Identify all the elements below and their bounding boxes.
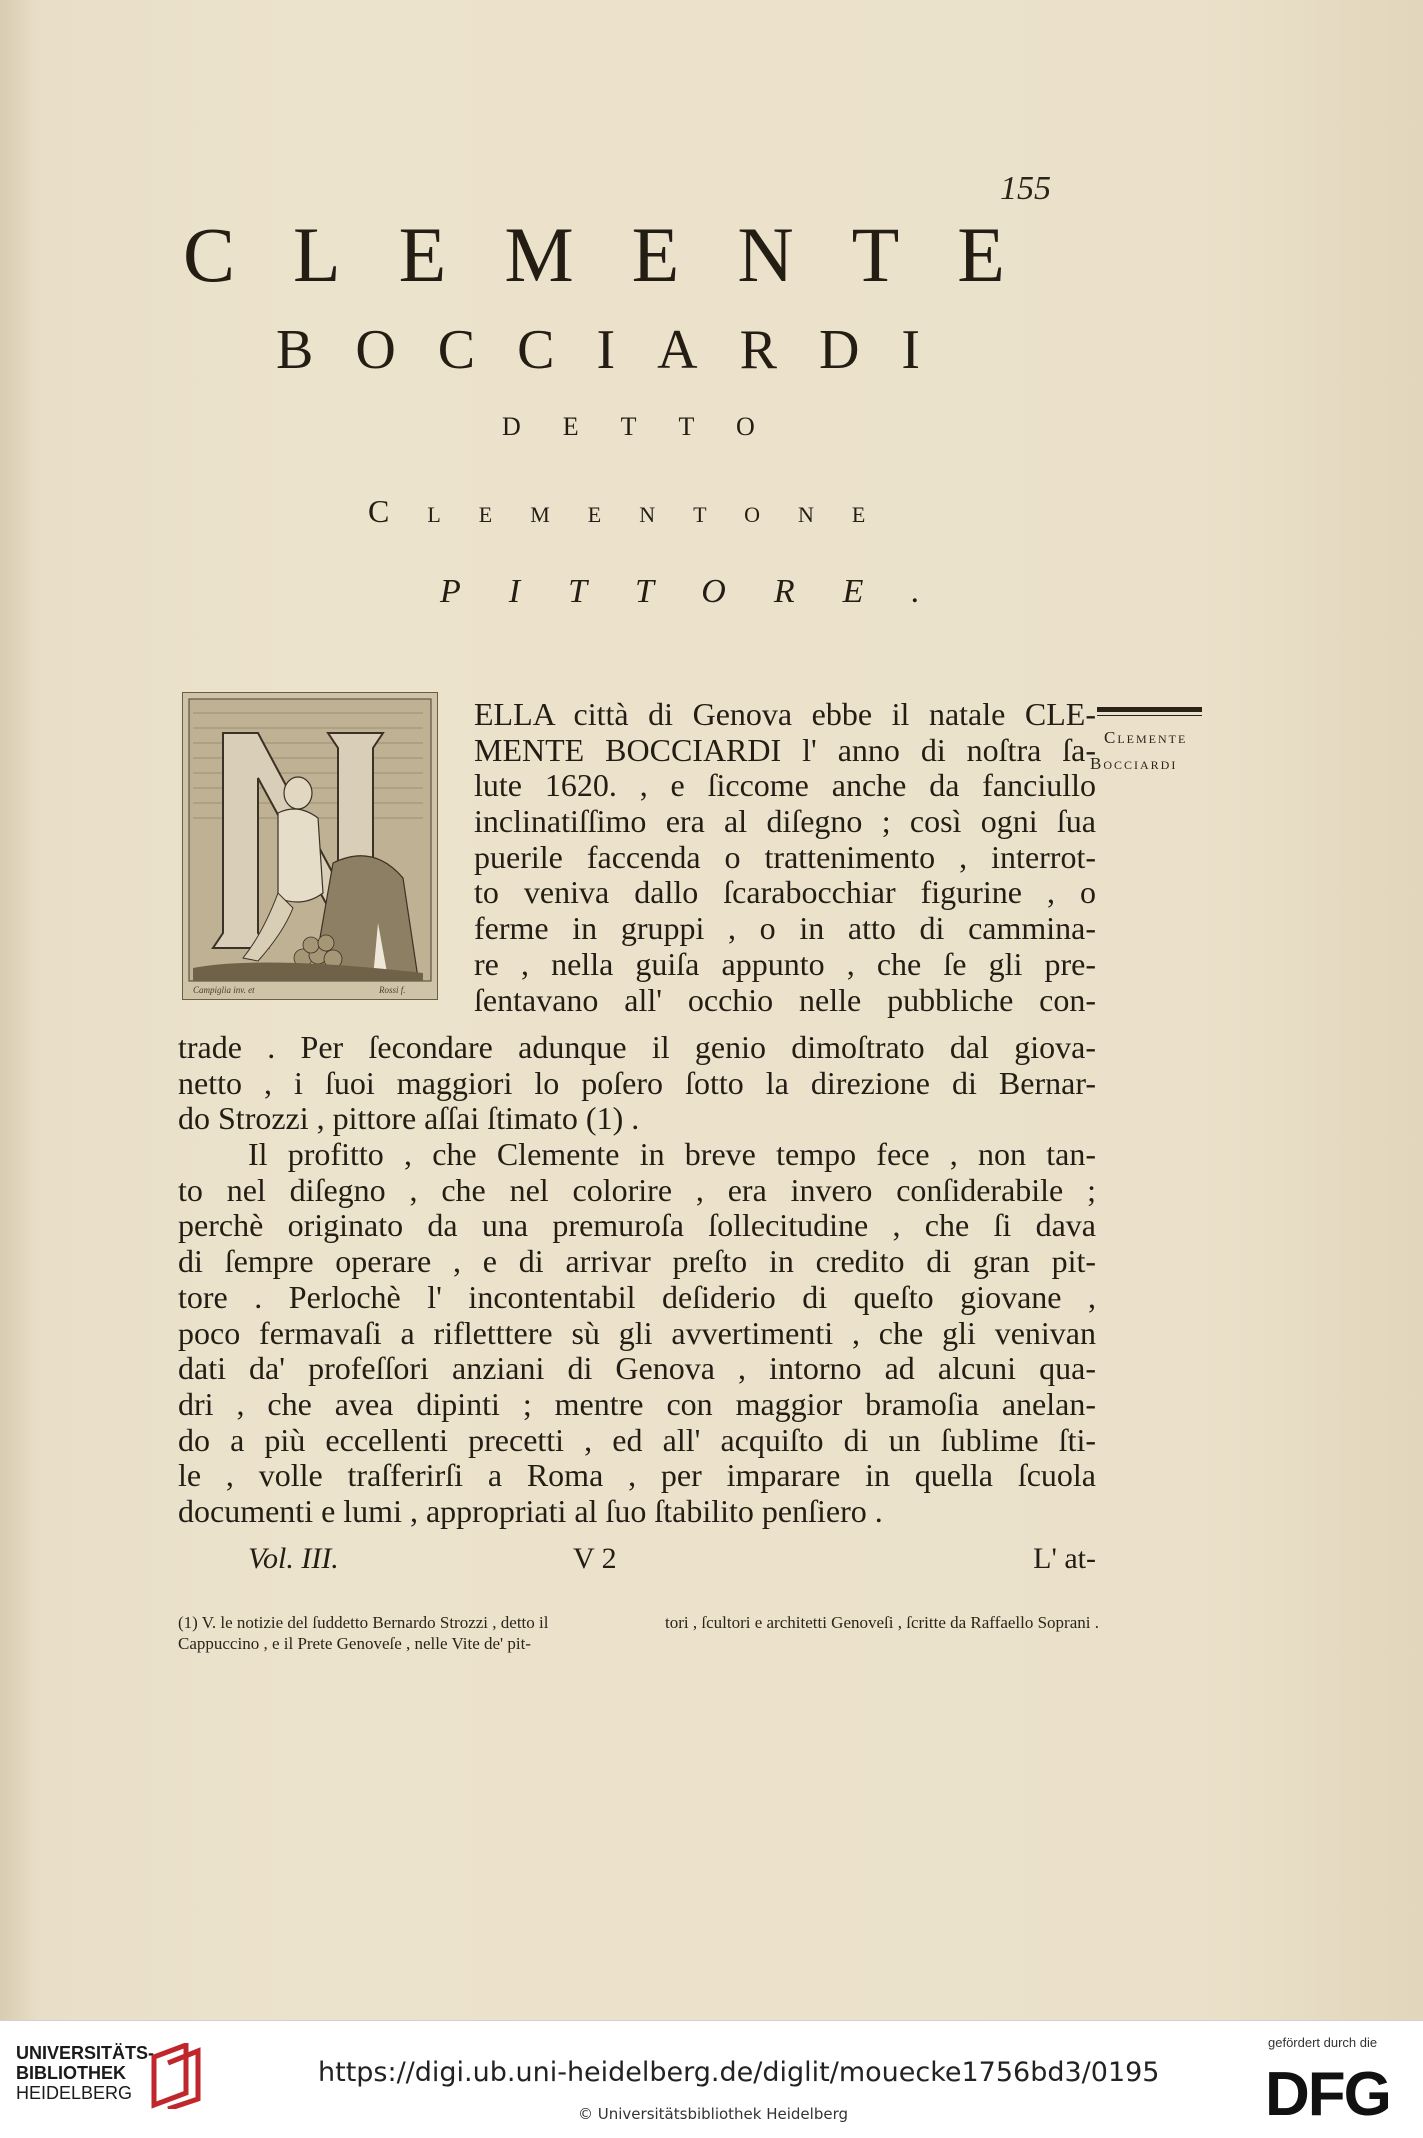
page-number: 155 xyxy=(1000,170,1051,207)
library-line1: UNIVERSITÄTS- xyxy=(16,2043,155,2063)
text-line: ſentavano all' occhio nelle pubbliche con- xyxy=(474,982,1096,1018)
title-detto: DETTO xyxy=(502,412,797,441)
text-line: inclinatiſſimo era al diſegno ; così ogni ſua xyxy=(474,804,1096,840)
text-line: puerile faccenda o trattenimento , interrot- xyxy=(474,839,1096,875)
initial-engraving xyxy=(183,693,437,999)
text-line: re , nella guiſa appunto , che ſe gli pre- xyxy=(474,946,1096,982)
decorated-initial xyxy=(182,692,438,1000)
text-line: le , volle traſferirſi a Roma , per imparare in quella ſcuola xyxy=(178,1458,1096,1494)
text-line: do Strozzi , pittore aſſai ſtimato (1) . xyxy=(178,1101,640,1137)
text-line: tore . Perlochè l' incontentabil deſiderio di queſto giovane , xyxy=(178,1279,1096,1315)
footnote-right: tori , ſcultori e architetti Genoveſi , ſcritte da Raffaello Soprani . xyxy=(665,1613,1099,1632)
text-line: MENTE BOCCIARDI l' anno di noſtra ſa- xyxy=(474,732,1096,768)
signature-mark: V 2 xyxy=(573,1542,617,1575)
funding-note: gefördert durch die xyxy=(1268,2035,1378,2050)
text-line: do a più eccellenti precetti , ed all' acquiſto di un ſublime ſti- xyxy=(178,1422,1096,1458)
text-line: trade . Per ſecondare adunque il genio dimoſtrato dal giova- xyxy=(178,1030,1096,1065)
indented-paragraph xyxy=(474,697,1096,1018)
marginal-rule-thin xyxy=(1097,715,1202,716)
library-emblem-icon xyxy=(146,2043,206,2109)
text-line: dri , che avea dipinti ; mentre con maggior bramoſia anelan- xyxy=(178,1386,1096,1422)
text-line: ferme in gruppi , o in atto di cammina- xyxy=(474,911,1096,947)
title-nickname: Clementone xyxy=(368,493,904,529)
title-first-name: CLEMENTE xyxy=(183,211,1063,298)
footnote-left: (1) V. le notizie del ſuddetto Bernardo Strozzi , detto il Cappuccino , e il Prete Genoveſe , nelle Vite de' pit- xyxy=(178,1613,549,1653)
text-line: netto , i ſuoi maggiori lo poſero ſotto la direzione di Bernar- xyxy=(178,1065,1096,1101)
library-name xyxy=(16,2043,154,2103)
text-line: di ſempre operare , e di arrivar preſto in credito di gran pit- xyxy=(178,1244,1096,1280)
marginal-note-line1: Clemente xyxy=(1104,728,1188,747)
volume-label: Vol. III. xyxy=(248,1542,339,1575)
marginal-note-line2: Bocciardi xyxy=(1090,754,1178,773)
library-line3: HEIDELBERG xyxy=(16,2083,133,2103)
text-line: to nel diſegno , che nel colorire , era invero conſiderabile ; xyxy=(178,1172,1096,1208)
marginal-rule xyxy=(1097,707,1202,712)
signature-line xyxy=(178,1542,1096,1578)
text-line: perchè originato da una premuroſa ſollecitudine , che ſi dava xyxy=(178,1208,1096,1244)
library-line2: BIBLIOTHEK xyxy=(16,2063,126,2083)
text-line: Il profitto , che Clemente in breve tempo fece , non tan- xyxy=(248,1137,1096,1173)
copyright-notice: © Universitätsbibliothek Heidelberg xyxy=(578,2105,849,2123)
viewer-footer xyxy=(0,2020,1423,2138)
full-paragraph xyxy=(178,1030,1096,1530)
title-surname: BOCCIARDI xyxy=(276,319,963,381)
university-library-logo[interactable] xyxy=(16,2043,216,2123)
text-line: poco fermavaſi a rifletttere sù gli avvertimenti , che gli venivan xyxy=(178,1315,1096,1351)
title-profession: PITTORE. xyxy=(440,573,968,610)
text-line: documenti e lumi , appropriati al ſuo ſtabilito penſiero . xyxy=(178,1493,883,1529)
text-line: ELLA città di Genova ebbe il natale CLE- xyxy=(474,697,1096,732)
engraver-caption-right: Rossi f. xyxy=(379,985,406,995)
permalink-url[interactable]: https://digi.ub.uni-heidelberg.de/diglit/mouecke1756bd3/0195 xyxy=(318,2057,1160,2088)
dfg-logo[interactable]: DFG xyxy=(1265,2060,1390,2129)
catchword: L' at- xyxy=(1033,1542,1096,1575)
text-line: to veniva dallo ſcarabocchiar figurine , o xyxy=(474,875,1096,911)
engraver-caption-left: Campiglia inv. et xyxy=(193,985,255,995)
text-line: dati da' profeſſori anziani di Genova , intorno ad alcuni qua- xyxy=(178,1351,1096,1387)
text-line: lute 1620. , e ſiccome anche da fanciullo xyxy=(474,768,1096,804)
